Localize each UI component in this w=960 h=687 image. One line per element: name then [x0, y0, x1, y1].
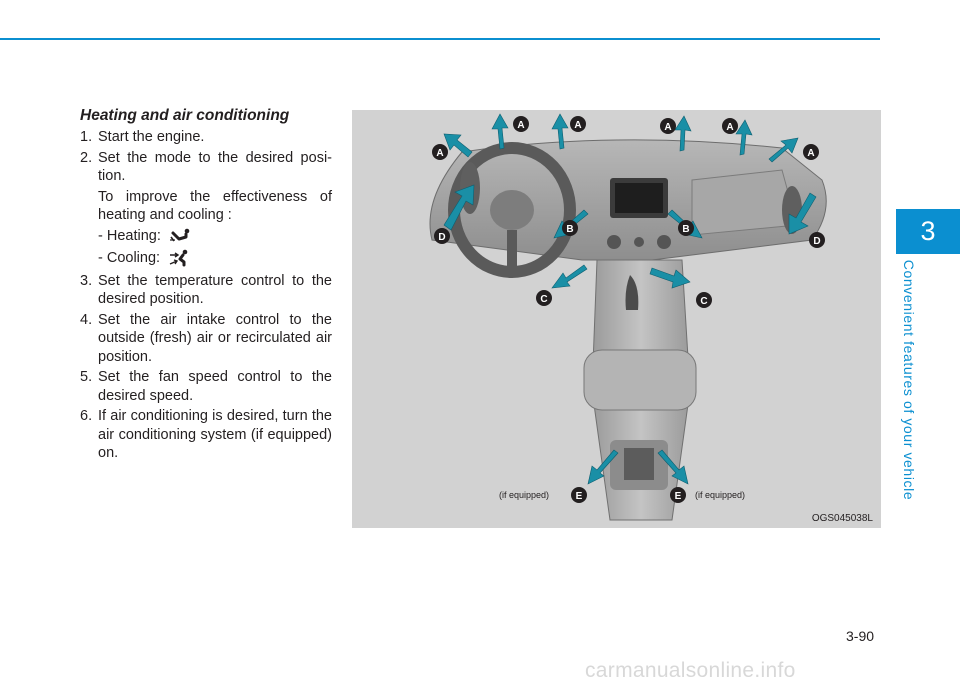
mode-face-floor-icon: [168, 249, 190, 267]
step-text: Set the mode to the desired posi-tion.: [98, 149, 332, 184]
svg-text:D: D: [438, 232, 446, 243]
svg-text:B: B: [566, 224, 574, 235]
figure-code: OGS045038L: [811, 513, 873, 524]
marker-d-left: [434, 228, 450, 244]
header-rule: [0, 38, 880, 40]
mode-floor-icon: [169, 228, 191, 244]
marker-b-left: [562, 220, 578, 236]
svg-text:A: A: [726, 122, 734, 133]
step-number: 4.: [80, 311, 93, 328]
marker-c-left: [536, 290, 552, 306]
marker-d-right: [809, 232, 825, 248]
step-item: [80, 407, 332, 463]
step-item: [80, 128, 332, 147]
svg-text:C: C: [700, 296, 708, 307]
dashboard-vents-figure: [352, 110, 881, 528]
tip-heating-label: - Heating:: [98, 227, 161, 244]
marker-a-5: [722, 118, 738, 134]
svg-text:A: A: [517, 120, 525, 131]
step-item: [80, 368, 332, 405]
section-heading: Heating and air conditioning: [80, 107, 290, 124]
tip-heating: [80, 227, 332, 246]
step-number: 1.: [80, 129, 93, 145]
tip-cooling-label: - Cooling:: [98, 250, 161, 266]
step-item: [80, 272, 332, 309]
step-text: Set the air intake control to the outside (fresh) air or recirculated air position.: [98, 311, 332, 365]
step-item: [80, 311, 332, 367]
marker-c-right: [696, 292, 712, 308]
dashboard-illustration: [352, 110, 881, 528]
marker-a-4: [660, 118, 676, 134]
if-equipped-right-caption: (if equipped): [695, 490, 746, 500]
svg-text:A: A: [574, 120, 582, 131]
tip-cooling: [80, 249, 332, 268]
marker-a-6: [803, 144, 819, 160]
chapter-title-sidebar: [894, 260, 924, 500]
marker-a-3: [570, 116, 586, 132]
step-number: 3.: [80, 272, 93, 289]
step-text: Start the engine.: [98, 129, 205, 145]
svg-text:B: B: [682, 224, 690, 235]
page-number: 3-90: [846, 628, 875, 644]
svg-text:A: A: [664, 122, 672, 133]
step-number: 2.: [80, 149, 93, 166]
marker-a-1: [432, 144, 448, 160]
marker-e-right: [670, 487, 686, 503]
svg-text:A: A: [807, 148, 815, 159]
chapter-number-tab: [896, 209, 960, 254]
marker-a-2: [513, 116, 529, 132]
steps-list: [80, 128, 332, 465]
tip-intro: To improve the effectiveness of heating and cooling :: [98, 188, 332, 223]
step-text: If air conditioning is desired, turn the air conditioning system (if equipped) on.: [98, 408, 332, 461]
step-number: 5.: [80, 369, 93, 385]
svg-text:D: D: [813, 236, 821, 247]
marker-b-right: [678, 220, 694, 236]
svg-text:A: A: [436, 148, 444, 159]
step-text: Set the temperature control to the desired position.: [98, 272, 332, 307]
watermark: carmanualsonline.info: [585, 659, 796, 682]
svg-text:E: E: [575, 491, 583, 502]
chapter-title: Convenient features of your vehicle: [901, 259, 917, 501]
step-text: Set the fan speed control to the desired speed.: [98, 369, 332, 404]
marker-e-left: [571, 487, 587, 503]
step-number: 6.: [80, 408, 93, 424]
step-item: [80, 149, 332, 186]
if-equipped-left-caption: (if equipped): [499, 490, 550, 500]
chapter-number: 3: [920, 216, 936, 246]
svg-text:C: C: [540, 294, 548, 305]
svg-text:E: E: [674, 491, 682, 502]
